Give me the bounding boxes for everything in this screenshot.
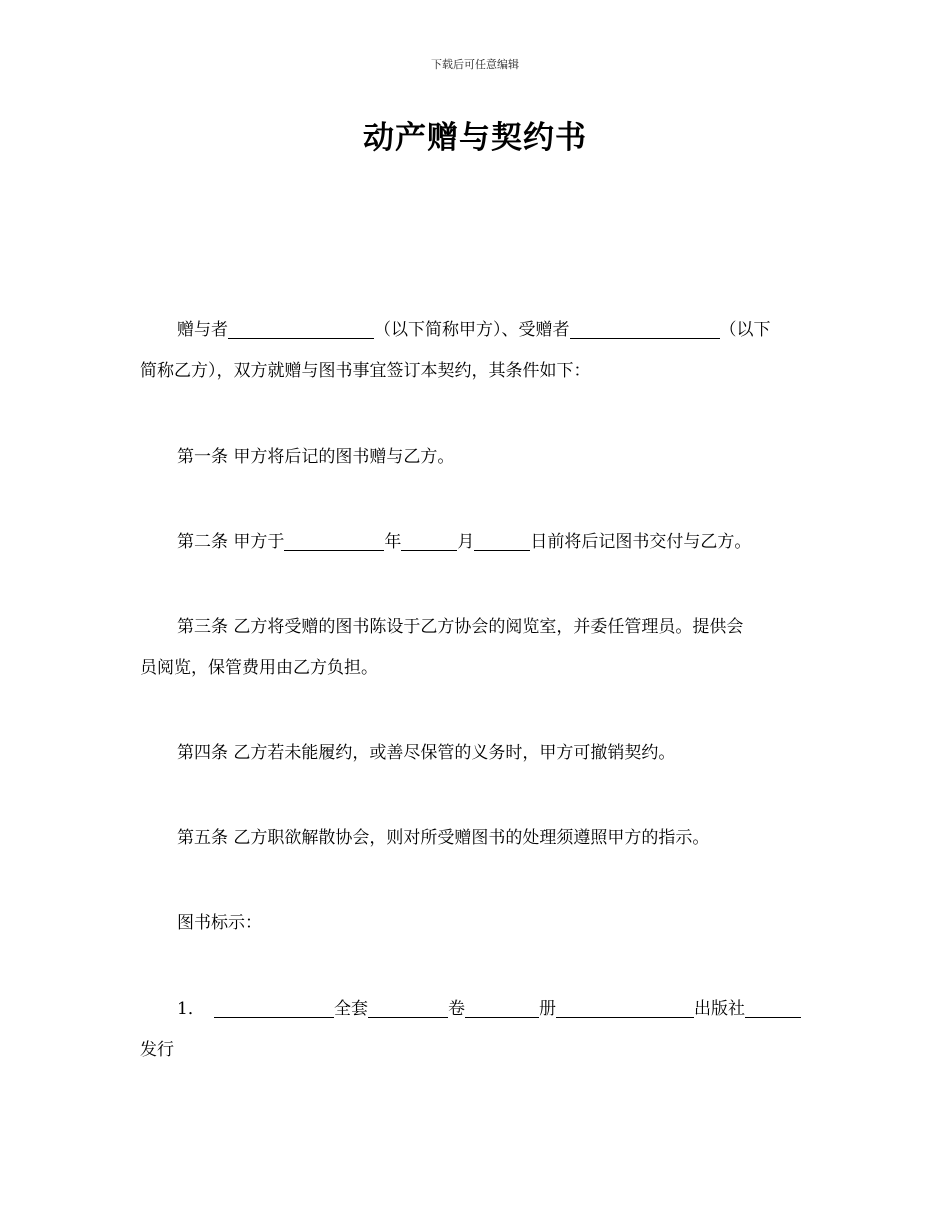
book-item-1-line-1	[140, 989, 812, 1030]
day-blank[interactable]	[474, 532, 530, 551]
book-item-1	[140, 989, 812, 1071]
article-2-prefix: 第二条 甲方于	[177, 532, 285, 552]
copy-label: 册	[539, 999, 556, 1019]
article-3	[140, 607, 812, 689]
article-3-line-1: 第三条 乙方将受赠的图书陈设于乙方协会的阅览室，并委任管理员。提供会	[177, 617, 744, 637]
document-title: 动产赠与契约书	[363, 120, 587, 156]
item-number: 1．	[177, 999, 205, 1019]
article-5: 第五条 乙方职欲解散协会，则对所受赠图书的处理须遵照甲方的指示。	[177, 828, 710, 848]
article-1: 第一条 甲方将后记的图书赠与乙方。	[177, 447, 455, 467]
article-4: 第四条 乙方若未能履约，或善尽保管的义务时，甲方可撤销契约。	[177, 743, 676, 763]
month-label: 月	[457, 532, 475, 552]
donor-name-blank[interactable]	[228, 320, 374, 339]
donee-name-blank[interactable]	[570, 320, 720, 339]
intro-donee-label: （以下简称甲方）、受赠者	[374, 320, 570, 340]
page-header: 下载后可任意编辑	[431, 58, 519, 71]
intro-abbrev-label: （以下	[719, 320, 771, 340]
issue-label: 发行	[140, 1040, 174, 1060]
article-2	[140, 522, 849, 563]
publisher-label: 出版社	[694, 999, 745, 1019]
year-blank[interactable]	[284, 532, 384, 551]
article-3-line-2: 员阅览，保管费用由乙方负担。	[140, 658, 378, 678]
intro-paragraph	[140, 310, 812, 392]
volume-count-blank[interactable]	[465, 999, 539, 1018]
intro-line-2: 简称乙方），双方就赠与图书事宜签订本契约，其条件如下：	[140, 361, 591, 381]
year-label: 年	[384, 532, 402, 552]
set-count-blank[interactable]	[368, 999, 448, 1018]
book-title-blank[interactable]	[214, 999, 334, 1018]
intro-line-1	[140, 310, 812, 351]
book-listing-heading: 图书标示：	[177, 913, 262, 933]
volume-label: 卷	[448, 999, 465, 1019]
publish-date-blank[interactable]	[745, 999, 801, 1018]
article-2-suffix: 日前将后记图书交付与乙方。	[530, 532, 752, 552]
publisher-name-blank[interactable]	[556, 999, 694, 1018]
month-blank[interactable]	[401, 532, 457, 551]
set-label: 全套	[334, 999, 368, 1019]
intro-donor-label: 赠与者	[177, 320, 228, 340]
